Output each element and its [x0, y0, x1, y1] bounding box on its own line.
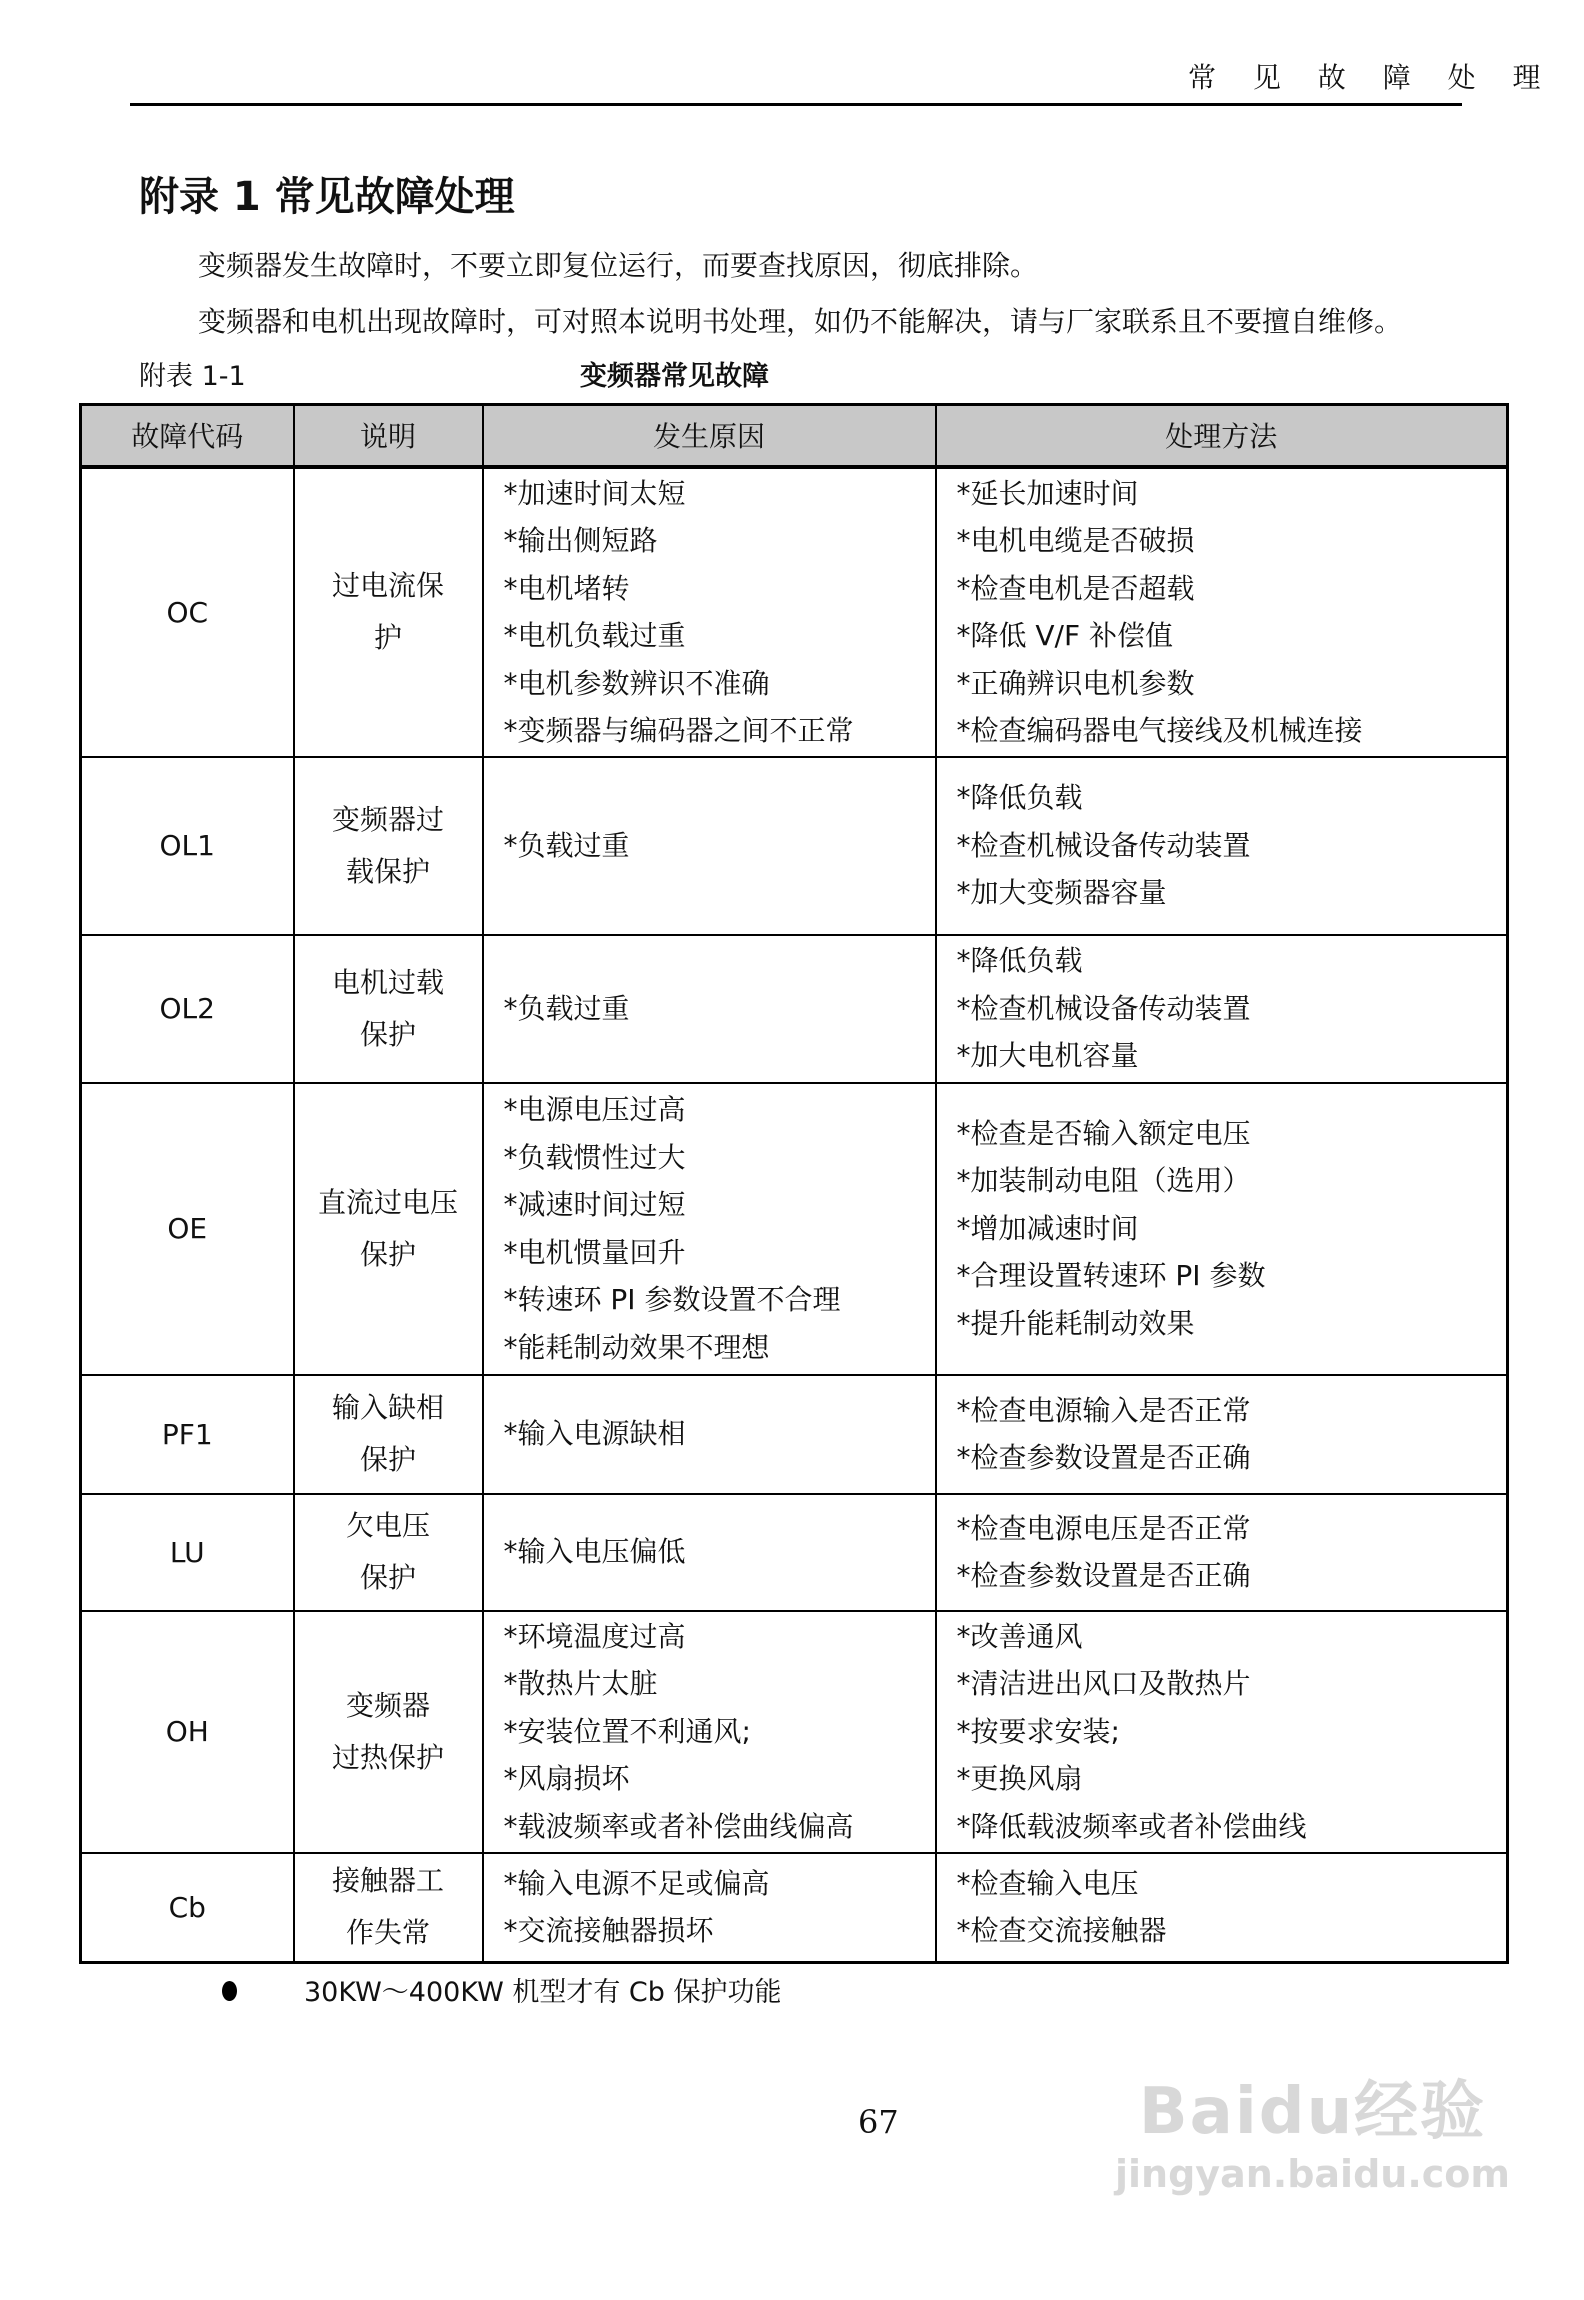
- description-line: 保护: [359, 1237, 416, 1271]
- cause-item: *变频器与编码器之间不正常: [503, 714, 854, 747]
- table-row: [81, 1611, 1508, 1853]
- description-line: 护: [373, 621, 402, 654]
- cause-cell: [483, 1083, 936, 1375]
- running-header: 常 见 故 障 处 理: [1188, 61, 1555, 94]
- remedy-item: *检查电源输入是否正常: [956, 1393, 1251, 1427]
- cause-item: *环境温度过高: [503, 1619, 686, 1653]
- remedy-item: *按要求安装;: [956, 1714, 1120, 1748]
- header-cause: 发生原因: [483, 405, 936, 467]
- description-line: 保护: [359, 1443, 416, 1476]
- remedy-item: *降低负载: [956, 781, 1083, 815]
- description-line: 电机过载: [331, 965, 444, 999]
- remedy-cell: [936, 1611, 1508, 1853]
- cause-cell: [483, 1611, 936, 1853]
- cause-cell: [483, 935, 936, 1083]
- table-row: [81, 757, 1508, 935]
- description-cell: [294, 935, 483, 1083]
- cause-item: *负载惯性过大: [503, 1140, 686, 1174]
- page-number: 67: [858, 2103, 899, 2141]
- description-line: 过热保护: [331, 1740, 444, 1774]
- remedy-cell: [936, 467, 1508, 757]
- remedy-item: *正确辨识电机参数: [956, 666, 1195, 700]
- cause-cell: [483, 1375, 936, 1494]
- remedy-item: *延长加速时间: [956, 476, 1139, 510]
- cause-item: *减速时间过短: [503, 1188, 686, 1221]
- description-line: 保护: [359, 1561, 416, 1594]
- description-line: 输入缺相: [331, 1391, 444, 1424]
- description-cell: [294, 1083, 483, 1375]
- fault-code-cell: LU: [81, 1494, 294, 1611]
- remedy-item: *检查交流接触器: [956, 1914, 1167, 1948]
- fault-code-cell: PF1: [81, 1375, 294, 1494]
- remedy-item: *合理设置转速环 PI 参数: [956, 1259, 1266, 1293]
- description-line: 过电流保: [331, 569, 444, 602]
- remedy-cell: [936, 1375, 1508, 1494]
- remedy-item: *检查编码器电气接线及机械连接: [956, 714, 1363, 747]
- description-cell: [294, 757, 483, 935]
- description-line: 变频器: [345, 1688, 430, 1722]
- remedy-item: *提升能耗制动效果: [956, 1306, 1195, 1340]
- description-cell: [294, 1611, 483, 1853]
- footnote: 30KW～400KW 机型才有 Cb 保护功能: [304, 1977, 782, 2008]
- remedy-item: *电机电缆是否破损: [956, 524, 1195, 557]
- header-description: 说明: [294, 405, 483, 467]
- watermark: [1115, 2060, 1510, 2196]
- remedy-cell: [936, 1494, 1508, 1611]
- cause-item: *负载过重: [503, 991, 630, 1025]
- cause-item: *电机堵转: [503, 571, 630, 605]
- description-line: 保护: [359, 1017, 416, 1051]
- header-fault-code: 故障代码: [81, 405, 294, 467]
- cause-item: *加速时间太短: [503, 476, 686, 510]
- cause-item: *电机参数辨识不准确: [503, 666, 770, 700]
- table-row: [81, 1494, 1508, 1611]
- table-row: [81, 935, 1508, 1083]
- page-title: 附录 1 常见故障处理: [139, 174, 515, 220]
- table-header-row: [81, 405, 1508, 467]
- watermark-logo: Baidu经验: [1138, 2075, 1487, 2149]
- cause-item: *载波频率或者补偿曲线偏高: [503, 1809, 854, 1843]
- cause-cell: [483, 467, 936, 757]
- remedy-cell: [936, 935, 1508, 1083]
- remedy-item: *改善通风: [956, 1619, 1083, 1653]
- header-remedy: 处理方法: [936, 405, 1508, 467]
- fault-code-cell: OH: [81, 1611, 294, 1853]
- table-row: [81, 1853, 1508, 1963]
- cause-item: *交流接触器损坏: [503, 1914, 714, 1948]
- remedy-cell: [936, 1083, 1508, 1375]
- description-line: 作失常: [345, 1916, 430, 1950]
- fault-code-cell: OL1: [81, 757, 294, 935]
- remedy-item: *加大变频器容量: [956, 876, 1167, 910]
- remedy-item: *检查电源电压是否正常: [956, 1511, 1251, 1545]
- remedy-item: *降低负载: [956, 944, 1083, 978]
- table-title: 变频器常见故障: [580, 361, 769, 392]
- remedy-item: *检查输入电压: [956, 1866, 1139, 1900]
- fault-code-cell: OE: [81, 1083, 294, 1375]
- remedy-item: *加装制动电阻（选用）: [956, 1164, 1251, 1198]
- fault-code-cell: OL2: [81, 935, 294, 1083]
- cause-item: *安装位置不利通风;: [503, 1714, 751, 1748]
- cause-item: *负载过重: [503, 828, 630, 862]
- table-row: [81, 1083, 1508, 1375]
- cause-item: *电机负载过重: [503, 619, 686, 652]
- remedy-cell: [936, 1853, 1508, 1963]
- remedy-item: *加大电机容量: [956, 1039, 1139, 1073]
- description-line: 欠电压: [345, 1509, 430, 1542]
- fault-code-cell: OC: [81, 467, 294, 757]
- cause-item: *输入电源缺相: [503, 1417, 686, 1451]
- fault-table: [79, 403, 1509, 1964]
- remedy-item: *检查机械设备传动装置: [956, 991, 1251, 1025]
- remedy-item: *检查电机是否超载: [956, 571, 1195, 605]
- remedy-cell: [936, 757, 1508, 935]
- cause-item: *电源电压过高: [503, 1093, 686, 1126]
- description-line: 接触器工: [331, 1864, 444, 1898]
- remedy-item: *增加减速时间: [956, 1211, 1139, 1245]
- bullet-icon: [222, 1981, 237, 2001]
- cause-item: *电机惯量回升: [503, 1235, 686, 1269]
- remedy-item: *检查参数设置是否正确: [956, 1559, 1251, 1592]
- cause-cell: [483, 1853, 936, 1963]
- intro-paragraph: 变频器发生故障时，不要立即复位运行，而要查找原因，彻底排除。: [198, 249, 1039, 282]
- intro-paragraph: 变频器和电机出现故障时，可对照本说明书处理，如仍不能解决，请与厂家联系且不要擅自维修。: [198, 305, 1403, 338]
- remedy-item: *检查参数设置是否正确: [956, 1441, 1251, 1474]
- description-cell: [294, 467, 483, 757]
- watermark-url: jingyan.baidu.com: [1115, 2152, 1510, 2196]
- description-cell: [294, 1494, 483, 1611]
- fault-code-cell: Cb: [81, 1853, 294, 1963]
- header-rule: [130, 103, 1462, 106]
- cause-item: *能耗制动效果不理想: [503, 1330, 770, 1364]
- description-line: 直流过电压: [317, 1185, 458, 1219]
- remedy-item: *检查是否输入额定电压: [956, 1116, 1251, 1150]
- cause-item: *散热片太脏: [503, 1667, 658, 1701]
- table-row: [81, 1375, 1508, 1494]
- remedy-item: *清洁进出风口及散热片: [956, 1667, 1251, 1701]
- cause-item: *转速环 PI 参数设置不合理: [503, 1283, 841, 1316]
- remedy-item: *降低载波频率或者补偿曲线: [956, 1809, 1307, 1843]
- cause-item: *输入电压偏低: [503, 1535, 686, 1569]
- table-number: 附表 1-1: [139, 361, 246, 392]
- cause-item: *风扇损坏: [503, 1762, 630, 1796]
- remedy-item: *降低 V/F 补偿值: [956, 619, 1173, 652]
- description-cell: [294, 1375, 483, 1494]
- cause-cell: [483, 757, 936, 935]
- cause-cell: [483, 1494, 936, 1611]
- cause-item: *输入电源不足或偏高: [503, 1866, 770, 1900]
- cause-item: *输出侧短路: [503, 524, 658, 557]
- remedy-item: *更换风扇: [956, 1762, 1083, 1796]
- description-line: 载保护: [345, 854, 430, 888]
- remedy-item: *检查机械设备传动装置: [956, 828, 1251, 862]
- description-cell: [294, 1853, 483, 1963]
- table-row: [81, 467, 1508, 757]
- description-line: 变频器过: [331, 802, 444, 836]
